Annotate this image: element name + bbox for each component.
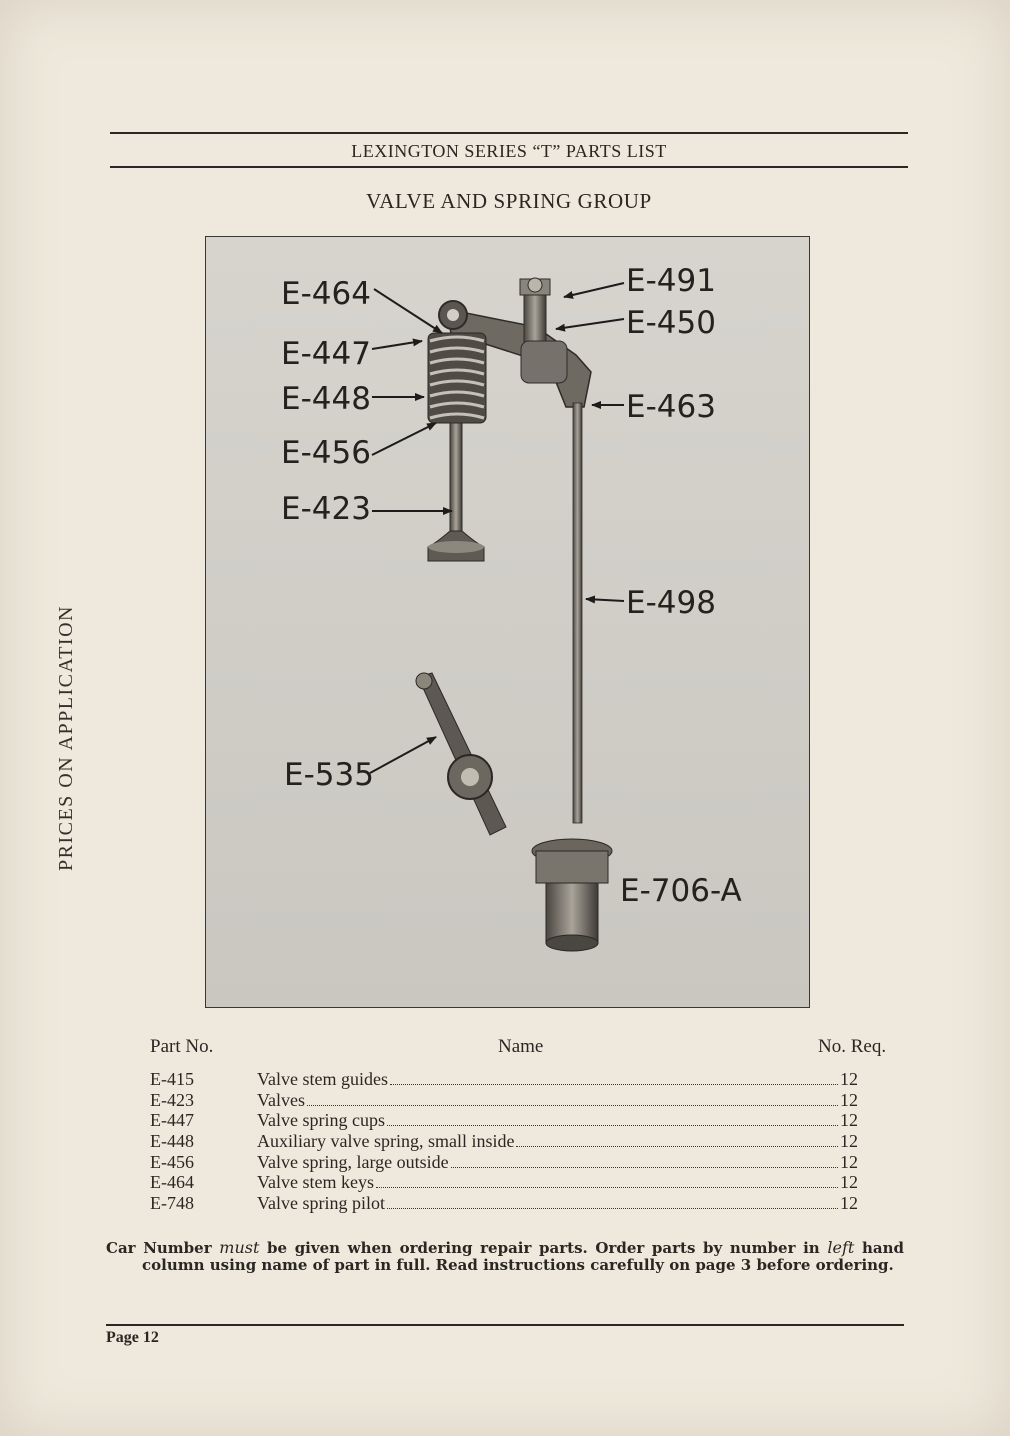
dot-leader xyxy=(390,1084,838,1085)
part-name: Auxiliary valve spring, small inside xyxy=(257,1131,515,1152)
dot-leader xyxy=(516,1146,838,1147)
ordering-note xyxy=(106,1239,904,1274)
column-header-no-req: No. Req. xyxy=(818,1036,887,1057)
part-name: Valve spring cups xyxy=(257,1110,385,1131)
quantity: 12 xyxy=(840,1151,858,1172)
quantity: 12 xyxy=(840,1131,858,1152)
table-row xyxy=(150,1193,862,1214)
push-rod xyxy=(573,403,582,823)
note-text-2: be given when ordering repair parts. Order parts by number in xyxy=(267,1239,820,1257)
callout-e463: E-463 xyxy=(626,389,716,425)
callout-e706a: E-706-A xyxy=(620,873,742,909)
dot-leader xyxy=(307,1105,838,1106)
part-name: Valve stem keys xyxy=(257,1172,374,1193)
parts-illustration xyxy=(206,237,809,1007)
note-emphasis-must: must xyxy=(219,1238,260,1257)
callout-e423: E-423 xyxy=(281,491,371,527)
callout-e498: E-498 xyxy=(626,585,716,621)
dot-leader xyxy=(451,1167,838,1168)
part-name: Valve stem guides xyxy=(257,1069,388,1089)
table-row xyxy=(150,1152,862,1173)
column-header-part-no: Part No. xyxy=(150,1036,214,1057)
quantity: 12 xyxy=(840,1172,858,1193)
part-number: E-748 xyxy=(150,1193,194,1214)
page-number: Page 12 xyxy=(106,1329,159,1346)
quantity: 12 xyxy=(840,1089,858,1110)
callout-e447: E-447 xyxy=(281,336,371,372)
quantity: 12 xyxy=(840,1110,858,1131)
part-number: E-448 xyxy=(150,1131,194,1152)
dot-leader xyxy=(376,1187,838,1188)
note-text-1: Car Number xyxy=(106,1239,212,1257)
table-row xyxy=(150,1069,862,1090)
header-rule-bottom xyxy=(110,166,908,168)
part-number: E-456 xyxy=(150,1151,194,1172)
dot-leader xyxy=(387,1208,838,1209)
part-name: Valve spring pilot xyxy=(257,1193,385,1214)
quantity: 12 xyxy=(840,1193,858,1214)
part-number: E-464 xyxy=(150,1172,194,1193)
footer-rule xyxy=(106,1324,904,1326)
column-header-name: Name xyxy=(498,1036,544,1057)
group-title: VALVE AND SPRING GROUP xyxy=(366,189,652,213)
parts-table xyxy=(150,1069,862,1214)
callout-e535: E-535 xyxy=(284,757,374,793)
quantity: 12 xyxy=(840,1069,858,1089)
callout-e448: E-448 xyxy=(281,381,371,417)
dot-leader xyxy=(387,1125,838,1126)
table-row xyxy=(150,1172,862,1193)
table-row xyxy=(150,1110,862,1131)
parts-photograph xyxy=(205,236,810,1008)
callout-e456: E-456 xyxy=(281,435,371,471)
callout-e450: E-450 xyxy=(626,305,716,341)
part-name: Valve spring, large outside xyxy=(257,1151,449,1172)
header-rule-top xyxy=(110,132,908,134)
table-row xyxy=(150,1090,862,1111)
part-number: E-415 xyxy=(150,1069,194,1089)
part-name: Valves xyxy=(257,1089,305,1110)
part-number: E-423 xyxy=(150,1089,194,1110)
table-row xyxy=(150,1131,862,1152)
side-margin-text: PRICES ON APPLICATION xyxy=(55,605,77,871)
note-emphasis-left: left xyxy=(827,1238,855,1257)
callout-e491: E-491 xyxy=(626,263,716,299)
header-title: LEXINGTON SERIES “T” PARTS LIST xyxy=(351,141,667,161)
callout-e464: E-464 xyxy=(281,276,371,312)
part-number: E-447 xyxy=(150,1110,194,1131)
note-text-3: hand column using name of part in full. Read instructions carefully on page 3 before ordering. xyxy=(142,1239,904,1274)
